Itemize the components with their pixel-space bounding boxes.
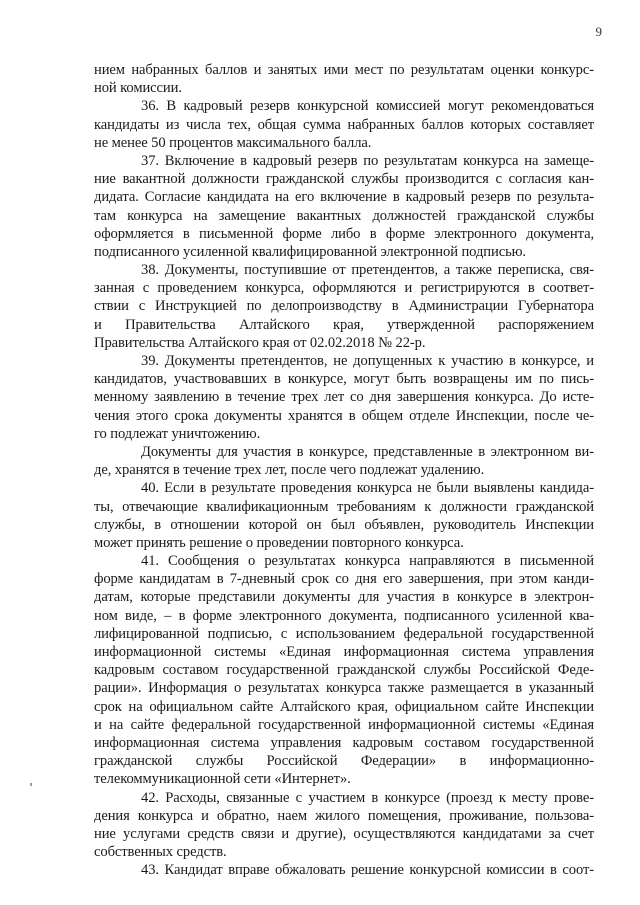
text-line: форме кандидатам в 7-дневный срок со дня его завершения, при этом канди- [94, 571, 594, 588]
text-line: нием набранных баллов и занятых ими мест по результатам оценки конкурс- [94, 62, 594, 78]
text-line: может принять решение о проведении повторного конкурса. [94, 534, 464, 551]
text-line: и на сайте федеральной государственной информационной системы «Единая [94, 716, 594, 733]
text-line: лифицированной подписью, с использованием федеральной государственной [94, 625, 594, 642]
text-line: ной комиссии. [94, 80, 182, 97]
text-line: собственных средств. [94, 844, 227, 861]
text-line: ние вакантной должности гражданской службы производится с согласия кан- [94, 171, 594, 188]
text-line: ты, отвечающие квалификационным требованиям к должности гражданской [94, 498, 594, 515]
text-line: гражданской службы Российской Федерации» в информационно- [94, 753, 594, 770]
text-line: кандидаты из числа тех, общая сумма набранных баллов которых составляет [94, 116, 594, 133]
text-line: чения этого срока документы хранятся в общем отделе Инспекции, после че- [94, 407, 594, 424]
text-line: го подлежат уничтожению. [94, 425, 261, 442]
text-line: 43. Кандидат вправе обжаловать решение конкурсной комиссии в соот- [141, 862, 594, 879]
text-line: ствии с Инструкцией по делопроизводству в Администрации Губернатора [94, 298, 594, 315]
text-line: 41. Сообщения о результатах конкурса направляются в письменной [141, 553, 594, 570]
text-line: срок на официальном сайте Алтайского края, официальном сайте Инспекции [94, 698, 594, 715]
text-line: 38. Документы, поступившие от претендентов, а также переписка, свя- [141, 262, 594, 279]
text-line: службы, в отношении которой он был объявлен, руководитель Инспекции [94, 516, 594, 533]
text-line: 40. Если в результате проведения конкурса не были выявлены кандида- [141, 480, 594, 497]
text-line: Правительства Алтайского края от 02.02.2018 № 22-р. [94, 334, 426, 351]
text-line: Документы для участия в конкурсе, представленные в электронном ви- [141, 443, 594, 460]
text-line: кадровым составом государственной гражданской службы Российской Феде- [94, 662, 594, 679]
scan-artifact-dot [30, 783, 32, 786]
text-line: 42. Расходы, связанные с участием в конкурсе (проезд к месту прове- [141, 789, 594, 806]
text-line: дидата. Согласие кандидата на его включение в кадровый резерв по результа- [94, 189, 594, 206]
text-line: 37. Включение в кадровый резерв по результатам конкурса на замеще- [141, 152, 594, 169]
text-line: оформляется в письменной форме либо в форме электронного документа, [94, 225, 594, 242]
text-line: де, хранятся в течение трех лет, после чего подлежат удалению. [94, 462, 485, 479]
text-line: занная с проведением конкурса, оформляются и регистрируются в соответ- [94, 280, 594, 297]
text-line: подписанного усиленной квалифицированной электронной подписью. [94, 243, 526, 260]
text-line: кандидатов, участвовавших в конкурсе, могут быть возвращены им по пись- [94, 371, 594, 388]
text-line: менному заявлению в течение трех лет со дня завершения конкурса. До исте- [94, 389, 594, 406]
text-line: не менее 50 процентов максимального балла. [94, 134, 372, 151]
text-line: датам, которые представили документы для участия в конкурсе в электрон- [94, 589, 594, 606]
text-line: ние услугами средств связи и другие), осуществляются кандидатами за счет [94, 825, 594, 842]
text-line: 39. Документы претендентов, не допущенных к участию в конкурсе, и [141, 353, 594, 369]
text-line: рации». Информация о результатах конкурса также размещается в указанный [94, 680, 594, 697]
text-line: информационной системы «Единая информационная система управления [94, 644, 594, 660]
text-line: там конкурса на замещение вакантных должностей гражданской службы [94, 207, 594, 224]
text-line: и Правительства Алтайского края, утвержденной распоряжением [94, 316, 594, 333]
page-number: 9 [595, 24, 602, 39]
text-line: дения конкурса и обратно, наем жилого помещения, проживание, пользова- [94, 807, 594, 824]
text-line: телекоммуникационной сети «Интернет». [94, 771, 351, 788]
text-line: ном виде, – в форме электронного документа, подписанного усиленной ква- [94, 607, 594, 624]
document-body-text [94, 61, 594, 879]
text-line: 36. В кадровый резерв конкурсной комиссией могут рекомендоваться [141, 98, 594, 115]
text-line: информационная система управления кадровым составом государственной [94, 734, 594, 751]
